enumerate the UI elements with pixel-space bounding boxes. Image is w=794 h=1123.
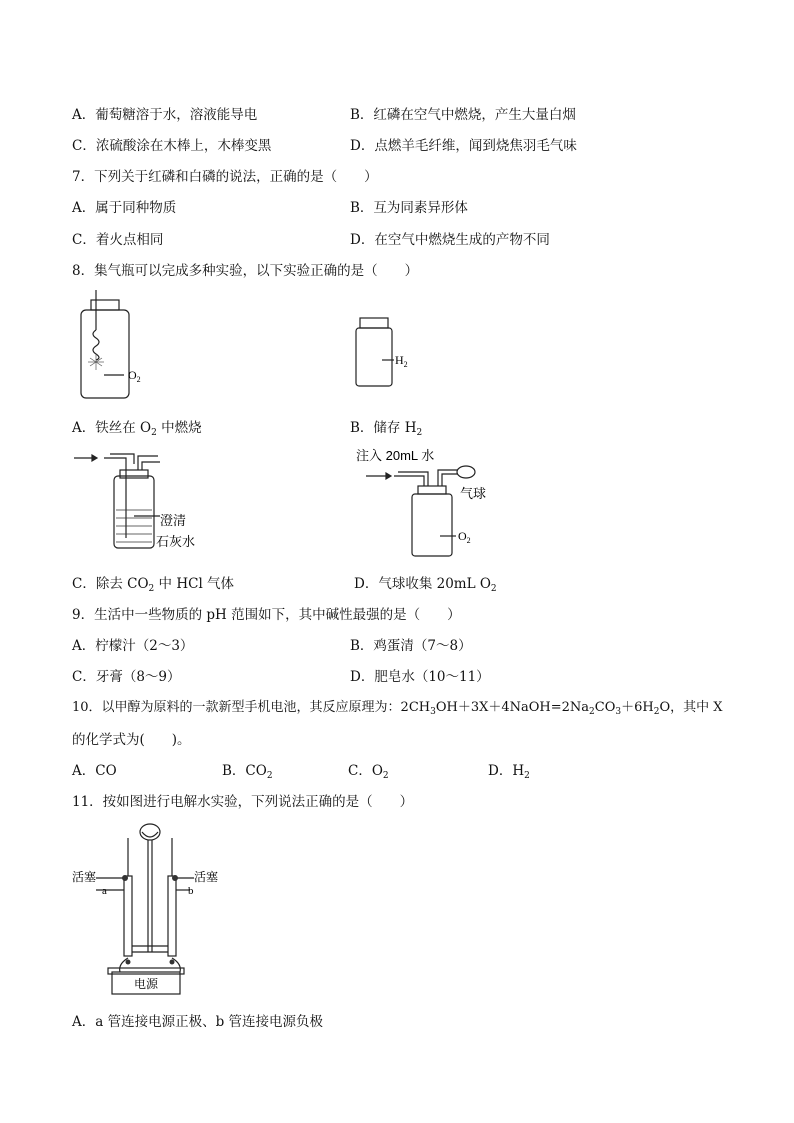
q8-option-b: B．储存 $H_2$ bbox=[350, 420, 423, 438]
limewater-label-1: 澄清 bbox=[160, 513, 187, 528]
q9-option-b: B．鸡蛋清（7～8） bbox=[350, 638, 472, 654]
inject-water-label: 注入 20mL 水 bbox=[356, 448, 435, 463]
q10-option-a: A．CO bbox=[72, 763, 117, 779]
q6-option-c: C．浓硫酸涂在木棒上，木棒变黑 bbox=[72, 138, 272, 154]
balloon-label: 气球 bbox=[460, 486, 487, 501]
q10-stem-line2: 的化学式为( )。 bbox=[72, 732, 191, 748]
h2-label: $H_2$ bbox=[395, 353, 408, 369]
tube-a-label: a bbox=[102, 885, 107, 897]
q6-option-d: D．点燃羊毛纤维，闻到烧焦羽毛气味 bbox=[350, 138, 577, 154]
q10-option-d: D．$H_2$ bbox=[488, 763, 530, 781]
q7-option-d: D．在空气中燃烧生成的产物不同 bbox=[350, 232, 550, 248]
power-supply-label: 电源 bbox=[134, 977, 159, 991]
tube-b-label: b bbox=[188, 885, 194, 897]
q10-option-b: B．$CO_2$ bbox=[222, 763, 273, 781]
stopcock-left-label: 活塞 bbox=[72, 870, 97, 884]
o2-label: $O_2$ bbox=[128, 368, 141, 384]
o2-label-d: $O_2$ bbox=[458, 529, 471, 545]
q7-option-b: B．互为同素异形体 bbox=[350, 200, 468, 216]
q9-option-a: A．柠檬汁（2～3） bbox=[72, 638, 194, 654]
q8-stem: 8．集气瓶可以完成多种实验，以下实验正确的是（ ） bbox=[72, 263, 419, 279]
gas-bottle-h2-figure bbox=[350, 314, 430, 394]
q9-option-d: D．肥皂水（10～11） bbox=[350, 669, 490, 685]
q8-option-a: A．铁丝在 $O_2$ 中燃烧 bbox=[72, 420, 202, 438]
q6-option-a: A．葡萄糖溶于水，溶液能导电 bbox=[72, 107, 258, 123]
q9-option-c: C．牙膏（8～9） bbox=[72, 669, 181, 685]
washing-bottle-limewater-figure bbox=[72, 450, 212, 560]
electrolysis-apparatus-figure bbox=[72, 818, 242, 998]
q8-option-c: C．除去 $CO_2$ 中 HCl 气体 bbox=[72, 576, 235, 594]
stopcock-right-label: 活塞 bbox=[194, 870, 219, 884]
q7-option-a: A．属于同种物质 bbox=[72, 200, 177, 216]
q8-option-d: D．气球收集 20mL $O_2$ bbox=[354, 576, 497, 594]
q10-stem-line1: 10．以甲醇为原料的一款新型手机电池，其反应原理为：$2CH_3OH+3X+4NaOH=2Na_2CO_3+6H_2O$，其中 X bbox=[72, 700, 723, 717]
q9-stem: 9．生活中一些物质的 pH 范围如下，其中碱性最强的是（ ） bbox=[72, 607, 461, 623]
q6-option-b: B．红磷在空气中燃烧，产生大量白烟 bbox=[350, 107, 576, 123]
q10-option-c: C．$O_2$ bbox=[348, 763, 389, 781]
gas-bottle-iron-wire-figure bbox=[76, 290, 186, 405]
balloon-collect-o2-figure bbox=[352, 446, 512, 564]
q7-stem: 7．下列关于红磷和白磷的说法，正确的是（ ） bbox=[72, 169, 378, 185]
q11-stem: 11．按如图进行电解水实验，下列说法正确的是（ ） bbox=[72, 794, 414, 810]
q7-option-c: C．着火点相同 bbox=[72, 232, 164, 248]
limewater-label-2: 石灰水 bbox=[156, 534, 196, 549]
q11-option-a: A．a 管连接电源正极、b 管连接电源负极 bbox=[72, 1014, 324, 1030]
